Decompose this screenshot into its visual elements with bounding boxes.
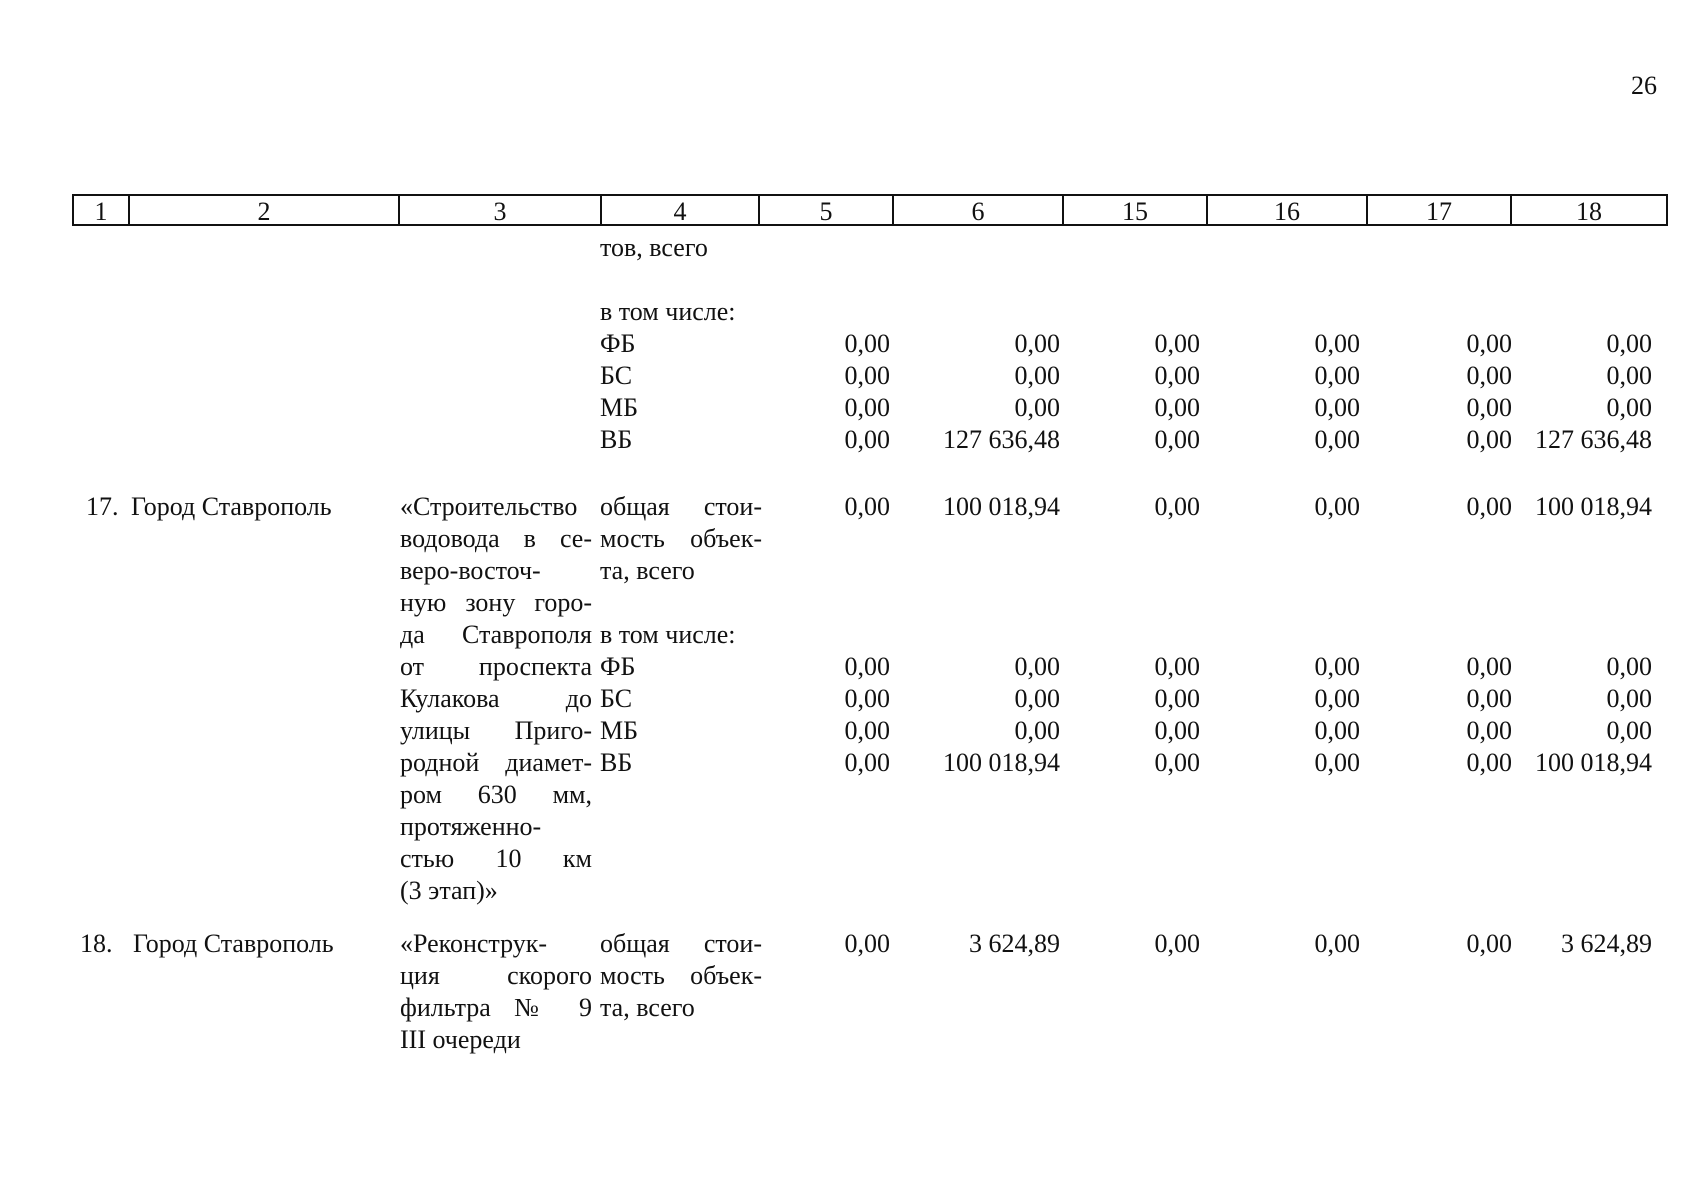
header-col-15: 15	[1062, 194, 1208, 226]
row-value: 0,00	[1606, 361, 1652, 390]
row-value: 0,00	[1466, 716, 1512, 745]
entry17-including-label: в том числе:	[600, 620, 736, 649]
row-value: 0,00	[1314, 716, 1360, 745]
text-line: родной диамет-	[400, 748, 592, 777]
text-line: от проспекта	[400, 652, 592, 681]
row-value: 127 636,48	[943, 425, 1060, 454]
text-line: та, всего	[600, 556, 695, 585]
total-value: 3 624,89	[1561, 929, 1652, 958]
total-value: 0,00	[1154, 929, 1200, 958]
entry18-total-label	[600, 928, 762, 1024]
total-value: 0,00	[1466, 929, 1512, 958]
entry18-number: 18.	[80, 929, 113, 958]
text-line: фильтра № 9	[400, 993, 592, 1022]
row-value: 0,00	[1014, 716, 1060, 745]
text-line: «Строительство	[400, 492, 578, 521]
text-line: Кулакова до	[400, 684, 592, 713]
row-value: 0,00	[1314, 425, 1360, 454]
row-label: ВБ	[600, 748, 633, 777]
page-number: 26	[1631, 71, 1657, 100]
row-value: 0,00	[1466, 393, 1512, 422]
header-col-16: 16	[1206, 194, 1368, 226]
entry17-number: 17.	[86, 492, 119, 521]
header-col-5: 5	[758, 194, 894, 226]
text-line: общая стои-	[600, 492, 762, 521]
text-line: улицы Приго-	[400, 716, 592, 745]
row-value: 100 018,94	[943, 748, 1060, 777]
total-value: 0,00	[1314, 492, 1360, 521]
total-value: 0,00	[844, 492, 890, 521]
row-value: 0,00	[1314, 684, 1360, 713]
row-value: 0,00	[1606, 329, 1652, 358]
row-value: 0,00	[1314, 329, 1360, 358]
header-col-6: 6	[892, 194, 1064, 226]
row-value: 0,00	[1466, 748, 1512, 777]
header-col-4: 4	[600, 194, 760, 226]
row-value: 0,00	[844, 393, 890, 422]
row-value: 0,00	[1154, 329, 1200, 358]
row-value: 0,00	[1154, 684, 1200, 713]
row-value: 0,00	[1606, 393, 1652, 422]
row-value: 0,00	[1606, 684, 1652, 713]
row-value: 0,00	[1466, 361, 1512, 390]
entry18-municipality: Город Ставрополь	[133, 929, 334, 958]
header-col-3: 3	[398, 194, 602, 226]
text-line: III очереди	[400, 1025, 521, 1054]
row-value: 0,00	[1466, 425, 1512, 454]
row-value: 0,00	[1154, 393, 1200, 422]
row-label: ВБ	[600, 425, 633, 454]
continuation-total-label: тов, всего	[600, 233, 708, 262]
text-line: ром 630 мм,	[400, 780, 592, 809]
text-line: да Ставрополя	[400, 620, 592, 649]
row-value: 0,00	[1014, 393, 1060, 422]
entry17-object-name	[400, 491, 592, 907]
row-value: 0,00	[1314, 748, 1360, 777]
row-value: 0,00	[1014, 361, 1060, 390]
row-value: 0,00	[844, 329, 890, 358]
text-line: протяженно-	[400, 812, 542, 841]
text-line: (3 этап)»	[400, 876, 498, 905]
row-value: 0,00	[844, 748, 890, 777]
total-value: 0,00	[844, 929, 890, 958]
row-value: 0,00	[844, 361, 890, 390]
row-label: МБ	[600, 393, 639, 422]
row-value: 0,00	[844, 652, 890, 681]
row-value: 0,00	[844, 684, 890, 713]
text-line: веро-восточ-	[400, 556, 541, 585]
text-line: мость объек-	[600, 961, 762, 990]
row-value: 0,00	[844, 716, 890, 745]
row-value: 0,00	[1314, 361, 1360, 390]
row-value: 0,00	[1154, 361, 1200, 390]
row-value: 0,00	[1606, 652, 1652, 681]
text-line: стью 10 км	[400, 844, 592, 873]
total-value: 0,00	[1466, 492, 1512, 521]
total-value: 0,00	[1154, 492, 1200, 521]
header-col-18: 18	[1510, 194, 1668, 226]
text-line: водовода в се-	[400, 524, 592, 553]
row-value: 0,00	[1154, 425, 1200, 454]
row-value: 0,00	[1014, 684, 1060, 713]
row-label: МБ	[600, 716, 639, 745]
row-value: 0,00	[1154, 716, 1200, 745]
continuation-including-label: в том числе:	[600, 297, 736, 326]
row-label: ФБ	[600, 652, 636, 681]
text-line: ную зону горо-	[400, 588, 592, 617]
row-label: БС	[600, 684, 633, 713]
row-value: 0,00	[1014, 329, 1060, 358]
header-col-2: 2	[128, 194, 400, 226]
row-label: ФБ	[600, 329, 636, 358]
total-value: 0,00	[1314, 929, 1360, 958]
header-col-1: 1	[72, 194, 130, 226]
entry17-total-label	[600, 491, 762, 587]
row-value: 0,00	[1314, 393, 1360, 422]
table-header-row	[72, 194, 1668, 228]
row-value: 0,00	[1466, 652, 1512, 681]
text-line: общая стои-	[600, 929, 762, 958]
entry18-object-name	[400, 928, 592, 1056]
row-value: 0,00	[844, 425, 890, 454]
row-value: 0,00	[1154, 652, 1200, 681]
text-line: та, всего	[600, 993, 695, 1022]
row-value: 127 636,48	[1535, 425, 1652, 454]
row-value: 0,00	[1014, 652, 1060, 681]
total-value: 3 624,89	[969, 929, 1060, 958]
entry17-municipality: Город Ставрополь	[131, 492, 332, 521]
row-value: 0,00	[1606, 716, 1652, 745]
row-value: 0,00	[1466, 329, 1512, 358]
text-line: «Реконструк-	[400, 929, 548, 958]
total-value: 100 018,94	[943, 492, 1060, 521]
text-line: ция скорого	[400, 961, 592, 990]
row-value: 0,00	[1466, 684, 1512, 713]
total-value: 100 018,94	[1535, 492, 1652, 521]
row-value: 100 018,94	[1535, 748, 1652, 777]
header-col-17: 17	[1366, 194, 1512, 226]
row-label: БС	[600, 361, 633, 390]
row-value: 0,00	[1314, 652, 1360, 681]
text-line: мость объек-	[600, 524, 762, 553]
row-value: 0,00	[1154, 748, 1200, 777]
